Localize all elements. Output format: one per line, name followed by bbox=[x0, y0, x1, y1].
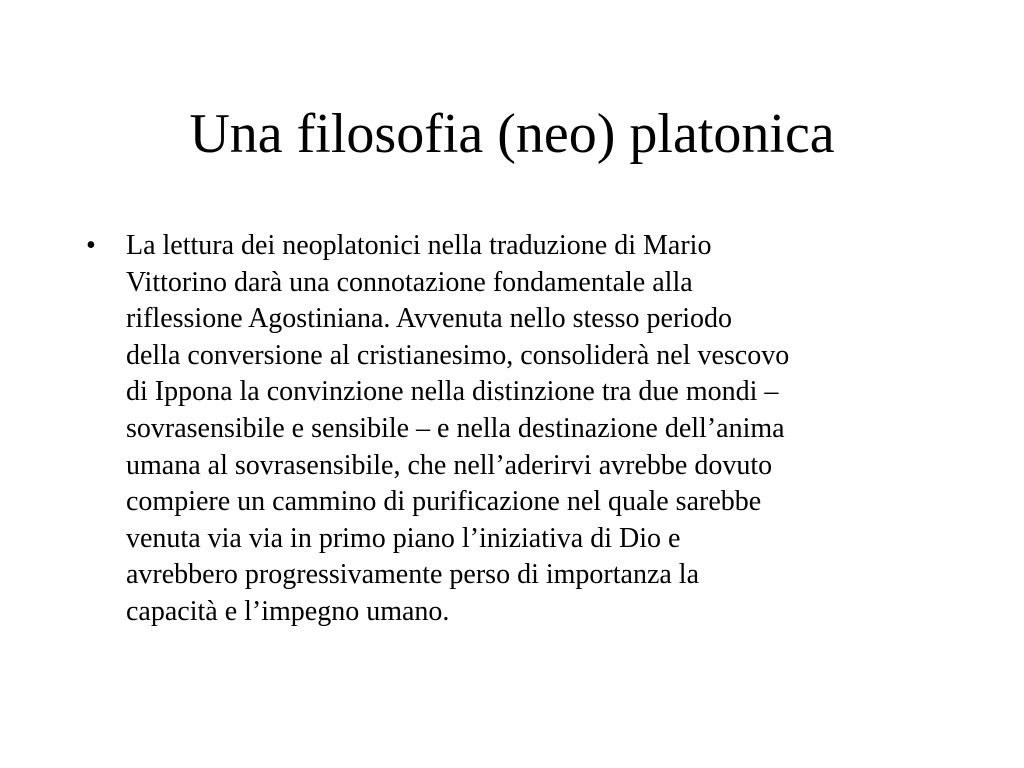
bullet-line: capacità e l’impegno umano. bbox=[126, 595, 450, 627]
bullet-line: della conversione al cristianesimo, consoliderà nel vescovo bbox=[126, 339, 790, 371]
bullet-list bbox=[86, 228, 956, 631]
bullet-dot-icon: • bbox=[86, 230, 96, 261]
bullet-line: avrebbero progressivamente perso di importanza la bbox=[126, 559, 700, 591]
bullet-line: sovrasensibile e sensibile – e nella destinazione dell’anima bbox=[126, 412, 785, 444]
bullet-line: compiere un cammino di purificazione nel quale sarebbe bbox=[126, 486, 762, 518]
slide-title: Una filosofia (neo) platonica bbox=[189, 103, 835, 165]
bullet-line: La lettura dei neoplatonici nella traduzione di Mario bbox=[126, 230, 712, 261]
bullet-line: umana al sovrasensibile, che nell’aderirvi avrebbe dovuto bbox=[126, 449, 773, 481]
bullet-text bbox=[126, 228, 956, 631]
bullet-line: di Ippona la convinzione nella distinzione tra due mondi – bbox=[126, 376, 779, 408]
bullet-line: venuta via via in primo piano l’iniziativa di Dio e bbox=[126, 522, 681, 554]
bullet-line: Vittorino darà una connotazione fondamentale alla bbox=[126, 266, 693, 298]
bullet-item bbox=[86, 228, 956, 631]
bullet-line: riflessione Agostiniana. Avvenuta nello stesso periodo bbox=[126, 303, 733, 335]
